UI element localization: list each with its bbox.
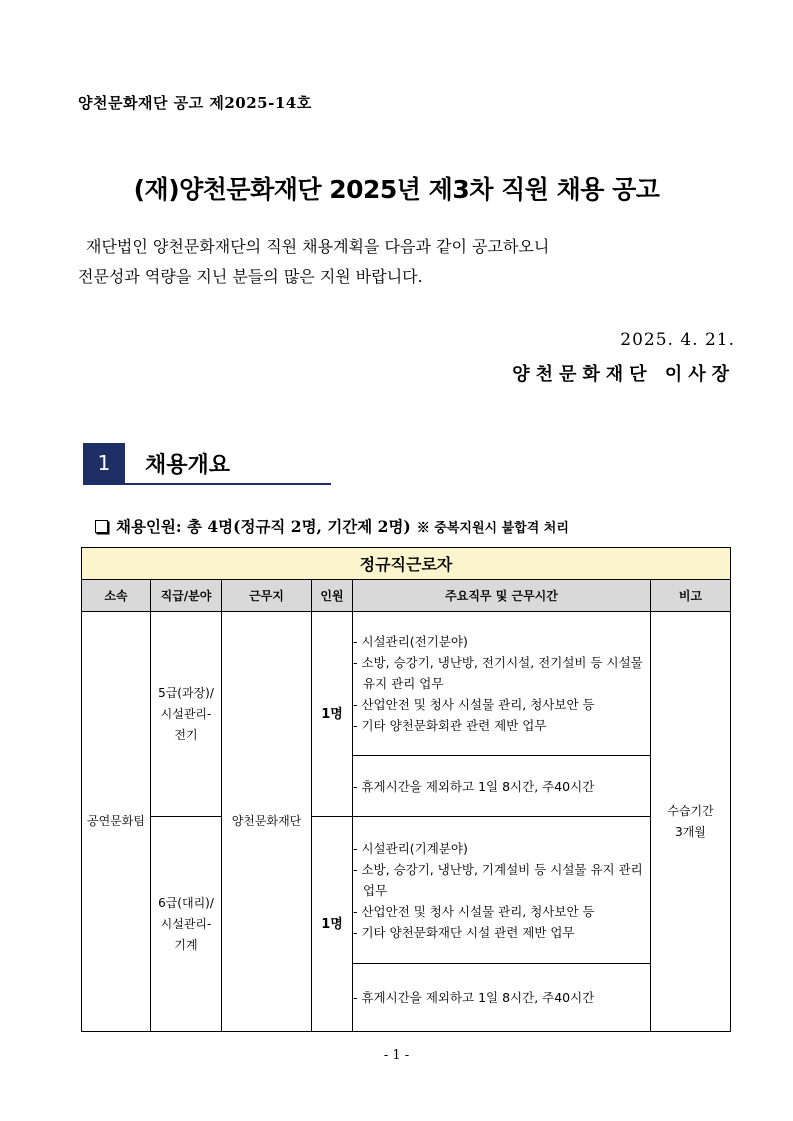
checkbox-bullet-icon [95,520,108,533]
section-heading [83,443,331,485]
column-header: 직급/분야 [151,580,222,612]
notice-number: 양천문화재단 공고 제2025-14호 [78,94,312,112]
table-row [82,817,731,964]
section-number: 1 [83,443,125,483]
table-header-row [82,580,731,612]
column-header: 근무지 [222,580,312,612]
recruit-summary [95,515,569,537]
duty-item: - 시설관리(전기분야) [353,634,468,649]
headcount-cell: 1명 [312,612,353,817]
grade-cell [151,612,222,817]
hours-cell: - 휴게시간을 제외하고 1일 8시간, 주40시간 [353,756,651,817]
remark-line: 3개월 [675,824,706,839]
duty-item: - 시설관리(기계분야) [353,840,468,856]
grade-line: 시설관리- [160,916,212,931]
remark-line: 수습기간 [667,803,714,818]
remark-cell [651,612,731,1032]
duty-item: - 산업안전 및 청사 시설물 관리, 청사보안 등 [353,903,595,919]
recruitment-table [81,547,731,1032]
column-header: 주요직무 및 근무시간 [353,580,651,612]
duty-item: - 소방, 승강기, 냉난방, 기계설비 등 시설물 유지 관리 업무 [353,861,643,898]
duty-item: - 산업안전 및 청사 시설물 관리, 청사보안 등 [353,697,595,712]
recruit-text: 채용인원: 총 4명(정규직 2명, 기간제 2명) [116,517,411,536]
grade-line: 전기 [174,727,198,742]
column-header: 소속 [82,580,151,612]
grade-line: 6급(대리)/ [158,895,214,910]
table-row [82,612,731,756]
duty-item: - 기타 양천문화회관 관련 제반 업무 [353,718,547,733]
page-number: - 1 - [383,1048,410,1063]
duty-item: - 기타 양천문화재단 시설 관련 제반 업무 [353,924,575,940]
workplace-cell: 양천문화재단 [222,612,312,1032]
section-title: 채용개요 [145,453,231,478]
intro-line-2: 전문성과 역량을 지닌 분들의 많은 지원 바랍니다. [78,267,423,286]
department-cell: 공연문화팀 [82,612,151,1032]
page-title: (재)양천문화재단 2025년 제3차 직원 채용 공고 [133,175,660,204]
duty-item: - 소방, 승강기, 냉난방, 전기시설, 전기설비 등 시설물 유지 관리 업무 [353,655,643,691]
duties-cell [353,817,651,964]
grade-line: 시설관리- [160,706,212,721]
signer: 양천문화재단 이사장 [512,364,735,385]
table-band-title: 정규직근로자 [82,548,731,580]
grade-cell [151,817,222,1032]
notice-date: 2025. 4. 21. [620,330,735,350]
column-header: 인원 [312,580,353,612]
duties-cell [353,612,651,756]
headcount-cell: 1명 [312,817,353,1032]
intro-paragraph [78,232,728,292]
hours-cell: - 휴게시간을 제외하고 1일 8시간, 주40시간 [353,964,651,1032]
recruit-note: ※ 중복지원시 불합격 처리 [416,521,569,536]
intro-line-1: 재단법인 양천문화재단의 직원 채용계획을 다음과 같이 공고하오니 [86,237,550,256]
grade-line: 5급(과장)/ [158,685,214,700]
grade-line: 기계 [174,937,198,952]
column-header: 비고 [651,580,731,612]
